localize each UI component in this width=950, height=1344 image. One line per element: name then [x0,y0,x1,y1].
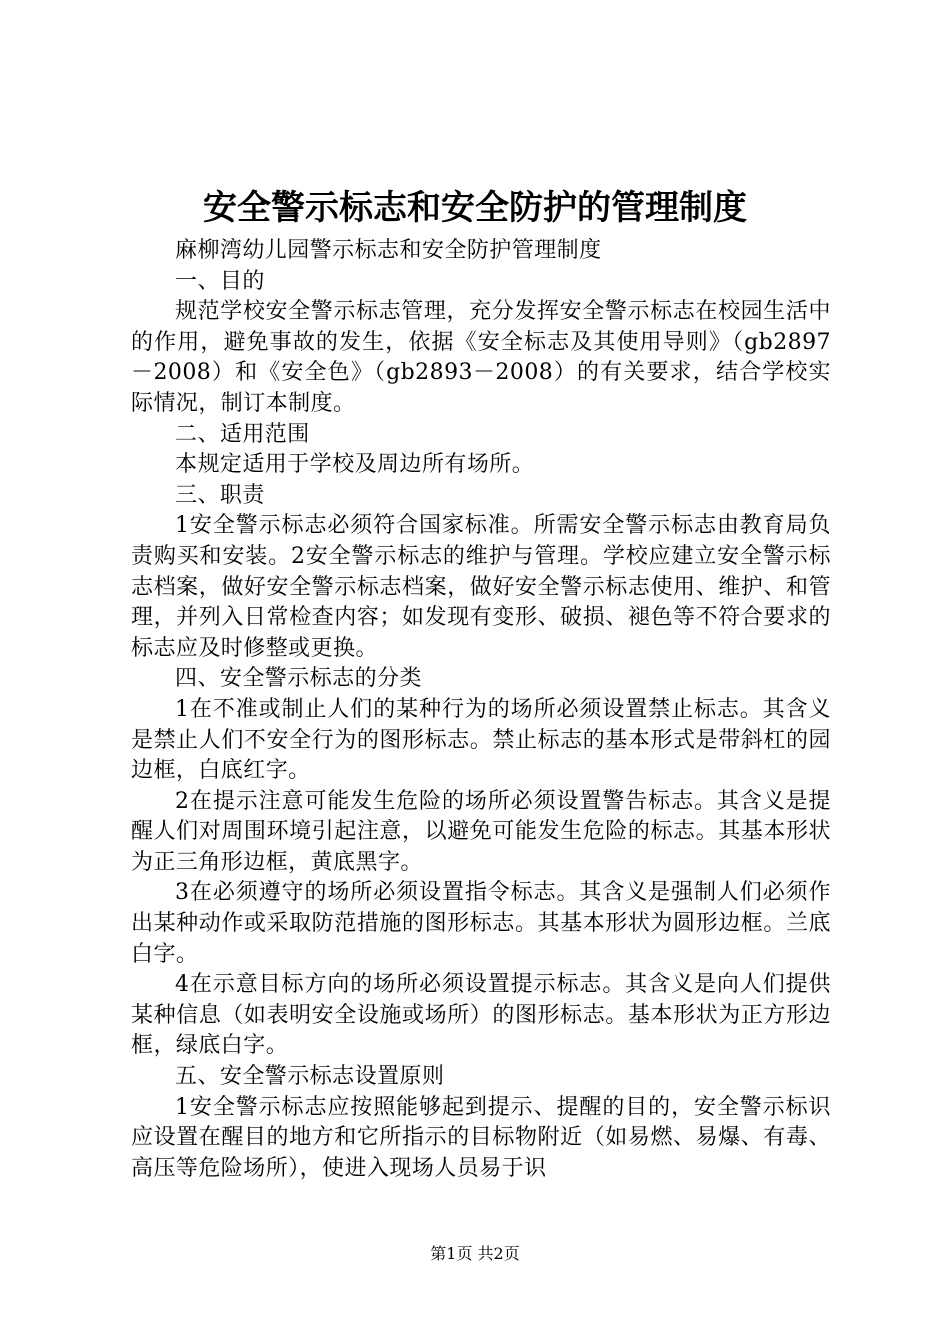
paragraph-duties: 1安全警示标志必须符合国家标准。所需安全警示标志由教育局负责购买和安装。2安全警示标志的维护与管理。学校应建立安全警示标志档案，做好安全警示标志档案，做好安全警示标志使用、维护、和管理，并列入日常检查内容；如发现有变形、破损、褪色等不符合要求的标志应及时修整或更换。 [131,513,831,661]
section-heading-purpose: 一、目的 [175,268,265,294]
paragraph-purpose: 规范学校安全警示标志管理，充分发挥安全警示标志在校园生活中的作用，避免事故的发生，依据《安全标志及其使用导则》（gb2897－2008）和《安全色》（gb2893－2008）的有关要求，结合学校实际情况，制订本制度。 [131,299,831,416]
section-heading-duties: 三、职责 [175,482,265,508]
section-heading-principles: 五、安全警示标志设置原则 [175,1064,445,1090]
section-heading-classification: 四、安全警示标志的分类 [175,666,422,692]
page-footer: 第1页 共2页 [430,1244,520,1263]
paragraph-warning-sign: 2在提示注意可能发生危险的场所必须设置警告标志。其含义是提醒人们对周围环境引起注意，以避免可能发生危险的标志。其基本形状为正三角形边框，黄底黑字。 [131,788,831,875]
document-body [131,236,831,1184]
paragraph-scope: 本规定适用于学校及周边所有场所。 [175,452,535,478]
paragraph-prohibition-sign: 1在不准或制止人们的某种行为的场所必须设置禁止标志。其含义是禁止人们不安全行为的图形标志。禁止标志的基本形式是带斜杠的园边框，白底红字。 [131,696,831,784]
paragraph-mandatory-sign: 3在必须遵守的场所必须设置指令标志。其含义是强制人们必须作出某种动作或采取防范措施的图形标志。其基本形状为圆形边框。兰底白字。 [131,880,831,967]
paragraph-information-sign: 4在示意目标方向的场所必须设置提示标志。其含义是向人们提供某种信息（如表明安全设施或场所）的图形标志。基本形状为正方形边框，绿底白字。 [131,972,831,1059]
section-heading-scope: 二、适用范围 [175,421,310,447]
paragraph-kindergarten-heading: 麻柳湾幼儿园警示标志和安全防护管理制度 [175,238,602,263]
document-title: 安全警示标志和安全防护的管理制度 [203,188,747,228]
paragraph-principles: 1安全警示标志应按照能够起到提示、提醒的目的，安全警示标识应设置在醒目的地方和它所指示的目标物附近（如易燃、易爆、有毒、高压等危险场所），使进入现场人员易于识 [131,1094,831,1181]
